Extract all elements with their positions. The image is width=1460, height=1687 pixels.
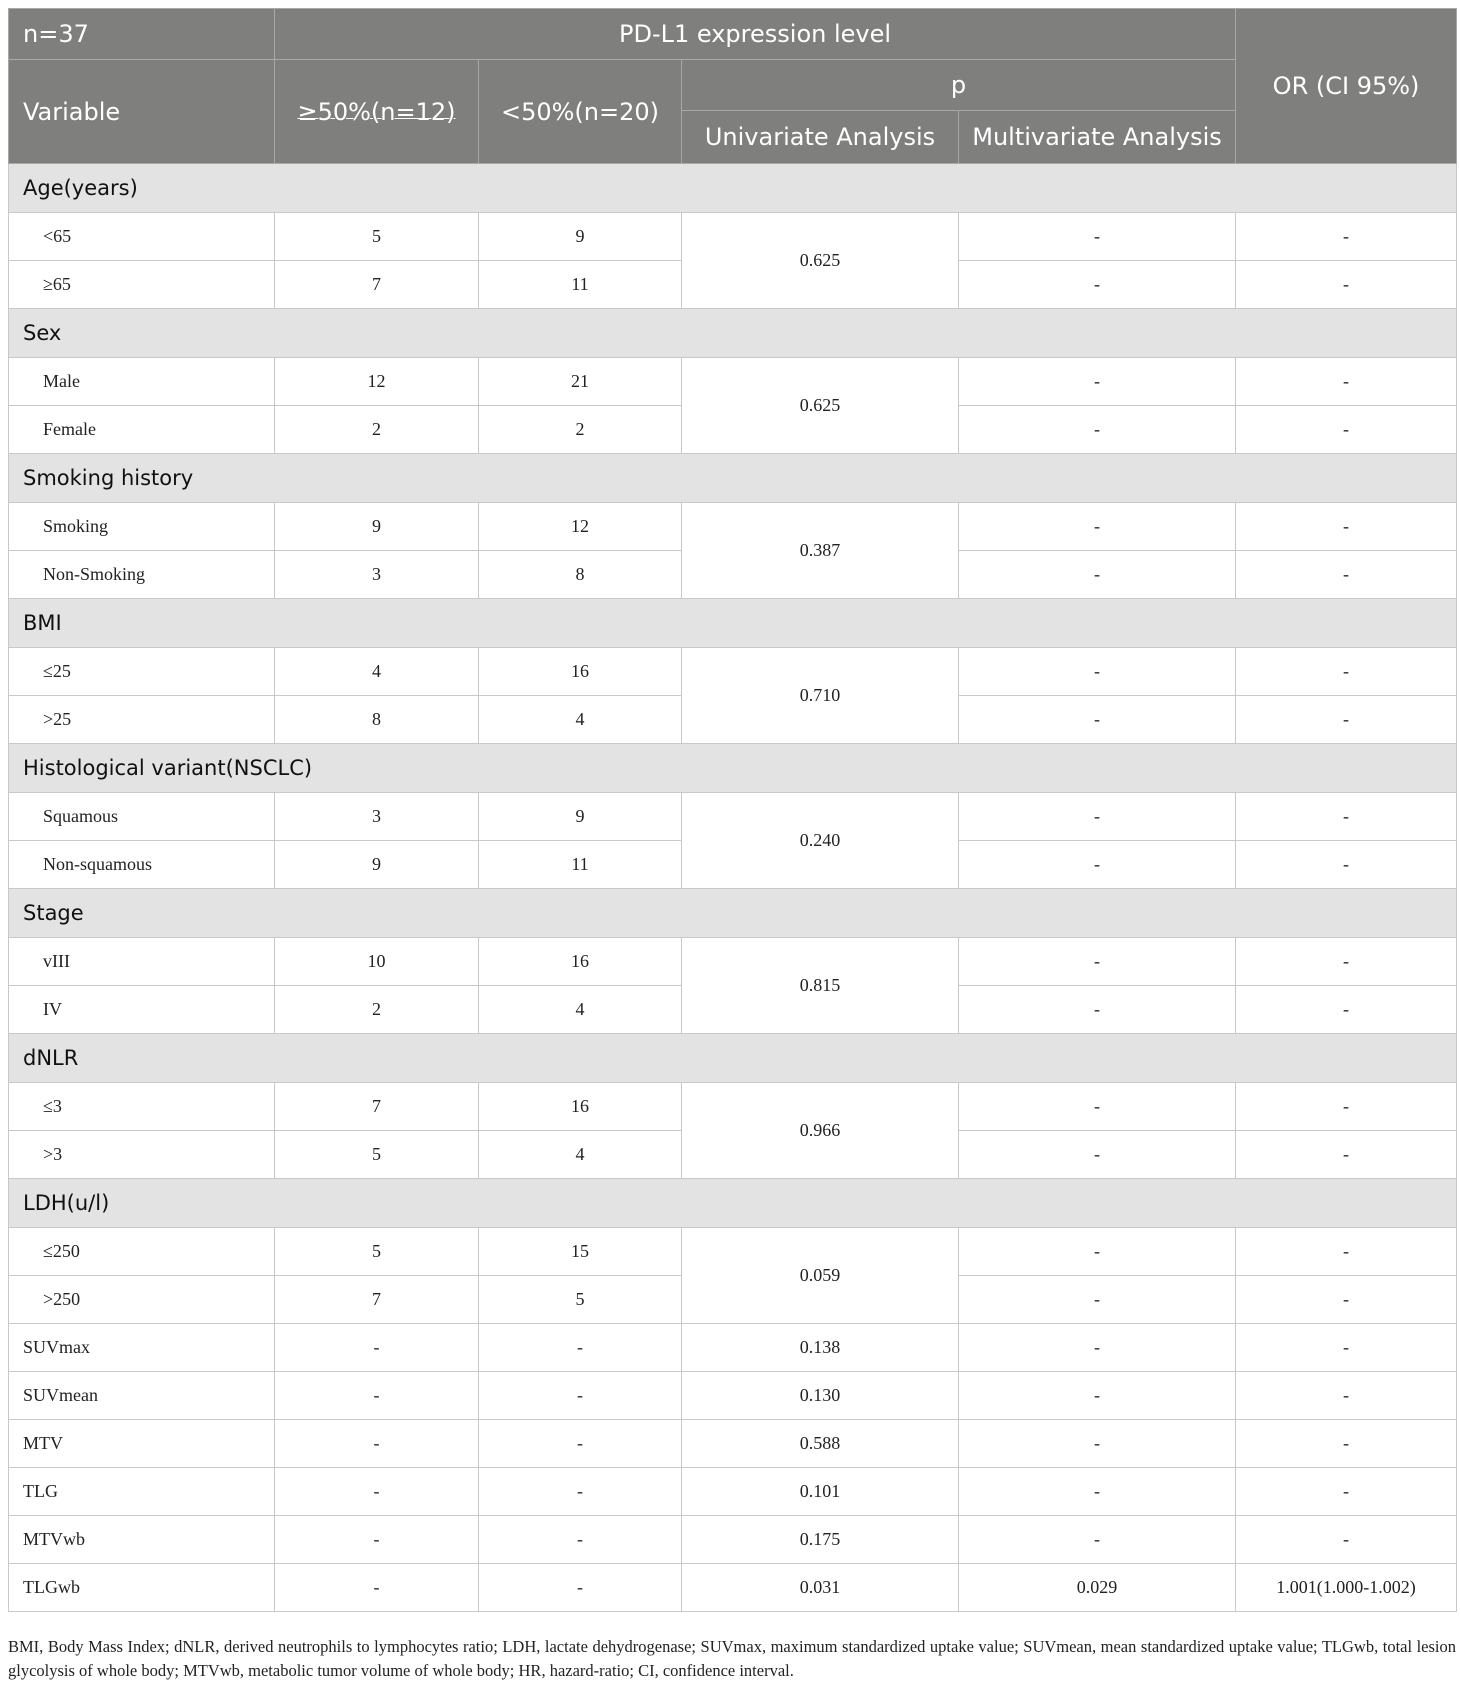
- cell-high: 9: [275, 503, 479, 551]
- group-header-row: [9, 1034, 1457, 1083]
- cell-multivariate-p: -: [959, 1131, 1236, 1179]
- cell-or: -: [1236, 793, 1457, 841]
- row-label: <65: [9, 213, 275, 261]
- cell-low: 9: [479, 793, 682, 841]
- cell-or: -: [1236, 1131, 1457, 1179]
- cell-low: 4: [479, 696, 682, 744]
- cell-low: 8: [479, 551, 682, 599]
- header-high: [275, 60, 479, 164]
- cell-high: -: [275, 1324, 479, 1372]
- cell-high: -: [275, 1564, 479, 1612]
- cell-or: -: [1236, 261, 1457, 309]
- cell-high: 2: [275, 406, 479, 454]
- cell-univariate-p: 0.101: [682, 1468, 959, 1516]
- cell-univariate-p: 0.387: [682, 503, 959, 599]
- cell-univariate-p: 0.625: [682, 213, 959, 309]
- cell-high: 5: [275, 1131, 479, 1179]
- header-high-text: ≥50%(n=12): [297, 97, 456, 126]
- cell-or: -: [1236, 696, 1457, 744]
- header-group-title: PD-L1 expression level: [275, 9, 1236, 60]
- row-label: >250: [9, 1276, 275, 1324]
- cell-or: -: [1236, 551, 1457, 599]
- table-row: [9, 1420, 1457, 1468]
- cell-or: -: [1236, 1516, 1457, 1564]
- cell-or: -: [1236, 1324, 1457, 1372]
- row-label: IV: [9, 986, 275, 1034]
- cell-low: 12: [479, 503, 682, 551]
- row-label: MTV: [9, 1420, 275, 1468]
- table-row: [9, 1083, 1457, 1131]
- row-label: >3: [9, 1131, 275, 1179]
- group-header-row: [9, 1179, 1457, 1228]
- table-body: [9, 164, 1457, 1612]
- table-row: [9, 648, 1457, 696]
- footnote: BMI, Body Mass Index; dNLR, derived neutrophils to lymphocytes ratio; LDH, lactate dehydrogenase; SUVmax, maximum standardized uptake value; SUVmean, mean standardized uptake value; TLGwb, total lesion glycolysis of whole body; MTVwb, metabolic tumor volume of whole body; HR, hazard-ratio; CI, confidence interval.: [8, 1637, 1456, 1680]
- cell-univariate-p: 0.059: [682, 1228, 959, 1324]
- row-label: Squamous: [9, 793, 275, 841]
- cell-or: -: [1236, 1276, 1457, 1324]
- pdl1-table: [8, 8, 1457, 1612]
- cell-or: -: [1236, 1083, 1457, 1131]
- cell-or: -: [1236, 503, 1457, 551]
- cell-univariate-p: 0.710: [682, 648, 959, 744]
- cell-univariate-p: 0.240: [682, 793, 959, 889]
- cell-low: -: [479, 1372, 682, 1420]
- cell-low: 4: [479, 986, 682, 1034]
- cell-or: -: [1236, 213, 1457, 261]
- cell-multivariate-p: -: [959, 503, 1236, 551]
- row-label: ≤25: [9, 648, 275, 696]
- cell-low: 16: [479, 648, 682, 696]
- cell-or: -: [1236, 648, 1457, 696]
- table-header: [9, 9, 1457, 164]
- header-multivariate: Multivariate Analysis: [959, 111, 1236, 164]
- cell-multivariate-p: -: [959, 1228, 1236, 1276]
- group-header-row: [9, 599, 1457, 648]
- cell-or: -: [1236, 841, 1457, 889]
- row-label: >25: [9, 696, 275, 744]
- cell-low: 11: [479, 841, 682, 889]
- cell-multivariate-p: -: [959, 1372, 1236, 1420]
- group-title: dNLR: [9, 1034, 1457, 1083]
- group-title: Stage: [9, 889, 1457, 938]
- table-row: [9, 213, 1457, 261]
- cell-multivariate-p: -: [959, 1083, 1236, 1131]
- row-label: TLGwb: [9, 1564, 275, 1612]
- cell-or: -: [1236, 1420, 1457, 1468]
- cell-or: -: [1236, 1372, 1457, 1420]
- table-row: [9, 503, 1457, 551]
- cell-high: -: [275, 1516, 479, 1564]
- row-label: Non-Smoking: [9, 551, 275, 599]
- cell-low: 5: [479, 1276, 682, 1324]
- cell-high: 7: [275, 1083, 479, 1131]
- cell-high: 8: [275, 696, 479, 744]
- row-label: ≥65: [9, 261, 275, 309]
- cell-low: 2: [479, 406, 682, 454]
- cell-univariate-p: 0.130: [682, 1372, 959, 1420]
- header-variable: Variable: [9, 60, 275, 164]
- cell-high: 2: [275, 986, 479, 1034]
- cell-multivariate-p: -: [959, 1516, 1236, 1564]
- cell-low: -: [479, 1516, 682, 1564]
- cell-low: 9: [479, 213, 682, 261]
- cell-univariate-p: 0.175: [682, 1516, 959, 1564]
- row-label: ≤3: [9, 1083, 275, 1131]
- cell-or: 1.001(1.000-1.002): [1236, 1564, 1457, 1612]
- group-title: Smoking history: [9, 454, 1457, 503]
- cell-multivariate-p: -: [959, 1420, 1236, 1468]
- cell-high: 7: [275, 1276, 479, 1324]
- cell-multivariate-p: -: [959, 551, 1236, 599]
- cell-univariate-p: 0.031: [682, 1564, 959, 1612]
- cell-multivariate-p: -: [959, 358, 1236, 406]
- cell-high: 5: [275, 213, 479, 261]
- group-header-row: [9, 744, 1457, 793]
- cell-multivariate-p: -: [959, 841, 1236, 889]
- cell-multivariate-p: -: [959, 648, 1236, 696]
- cell-or: -: [1236, 986, 1457, 1034]
- row-label: Non-squamous: [9, 841, 275, 889]
- cell-or: -: [1236, 406, 1457, 454]
- group-title: Age(years): [9, 164, 1457, 213]
- cell-multivariate-p: -: [959, 793, 1236, 841]
- group-header-row: [9, 454, 1457, 503]
- table-row: [9, 793, 1457, 841]
- cell-high: -: [275, 1372, 479, 1420]
- table-row: [9, 938, 1457, 986]
- cell-univariate-p: 0.588: [682, 1420, 959, 1468]
- table-container: [8, 8, 1456, 1612]
- cell-multivariate-p: 0.029: [959, 1564, 1236, 1612]
- row-label: ≤250: [9, 1228, 275, 1276]
- cell-high: 12: [275, 358, 479, 406]
- header-or: OR (CI 95%): [1236, 9, 1457, 164]
- group-header-row: [9, 889, 1457, 938]
- cell-low: 16: [479, 938, 682, 986]
- cell-high: 3: [275, 793, 479, 841]
- group-title: Sex: [9, 309, 1457, 358]
- cell-low: 11: [479, 261, 682, 309]
- row-label: TLG: [9, 1468, 275, 1516]
- header-n: n=37: [9, 9, 275, 60]
- cell-high: 5: [275, 1228, 479, 1276]
- header-p: p: [682, 60, 1236, 111]
- header-low: <50%(n=20): [479, 60, 682, 164]
- group-title: LDH(u/l): [9, 1179, 1457, 1228]
- cell-univariate-p: 0.625: [682, 358, 959, 454]
- cell-high: 7: [275, 261, 479, 309]
- group-title: BMI: [9, 599, 1457, 648]
- cell-high: -: [275, 1468, 479, 1516]
- row-label: SUVmax: [9, 1324, 275, 1372]
- cell-or: -: [1236, 1468, 1457, 1516]
- table-row: [9, 1372, 1457, 1420]
- cell-low: -: [479, 1468, 682, 1516]
- cell-multivariate-p: -: [959, 696, 1236, 744]
- cell-high: -: [275, 1420, 479, 1468]
- cell-low: 15: [479, 1228, 682, 1276]
- cell-low: 4: [479, 1131, 682, 1179]
- table-row: [9, 1324, 1457, 1372]
- cell-low: -: [479, 1324, 682, 1372]
- cell-low: 21: [479, 358, 682, 406]
- row-label: Smoking: [9, 503, 275, 551]
- cell-multivariate-p: -: [959, 406, 1236, 454]
- row-label: SUVmean: [9, 1372, 275, 1420]
- cell-low: -: [479, 1420, 682, 1468]
- group-header-row: [9, 309, 1457, 358]
- table-row: [9, 358, 1457, 406]
- cell-univariate-p: 0.966: [682, 1083, 959, 1179]
- cell-univariate-p: 0.138: [682, 1324, 959, 1372]
- cell-multivariate-p: -: [959, 986, 1236, 1034]
- cell-low: 16: [479, 1083, 682, 1131]
- cell-or: -: [1236, 938, 1457, 986]
- cell-or: -: [1236, 1228, 1457, 1276]
- cell-multivariate-p: -: [959, 213, 1236, 261]
- cell-high: 9: [275, 841, 479, 889]
- table-row: [9, 1468, 1457, 1516]
- cell-or: -: [1236, 358, 1457, 406]
- cell-univariate-p: 0.815: [682, 938, 959, 1034]
- group-title: Histological variant(NSCLC): [9, 744, 1457, 793]
- cell-low: -: [479, 1564, 682, 1612]
- cell-high: 10: [275, 938, 479, 986]
- table-row: [9, 1564, 1457, 1612]
- row-label: Female: [9, 406, 275, 454]
- row-label: Male: [9, 358, 275, 406]
- cell-multivariate-p: -: [959, 938, 1236, 986]
- cell-multivariate-p: -: [959, 1276, 1236, 1324]
- cell-high: 4: [275, 648, 479, 696]
- group-header-row: [9, 164, 1457, 213]
- cell-multivariate-p: -: [959, 1468, 1236, 1516]
- cell-multivariate-p: -: [959, 261, 1236, 309]
- header-univariate: Univariate Analysis: [682, 111, 959, 164]
- cell-high: 3: [275, 551, 479, 599]
- row-label: vIII: [9, 938, 275, 986]
- row-label: MTVwb: [9, 1516, 275, 1564]
- table-row: [9, 1516, 1457, 1564]
- table-row: [9, 1228, 1457, 1276]
- cell-multivariate-p: -: [959, 1324, 1236, 1372]
